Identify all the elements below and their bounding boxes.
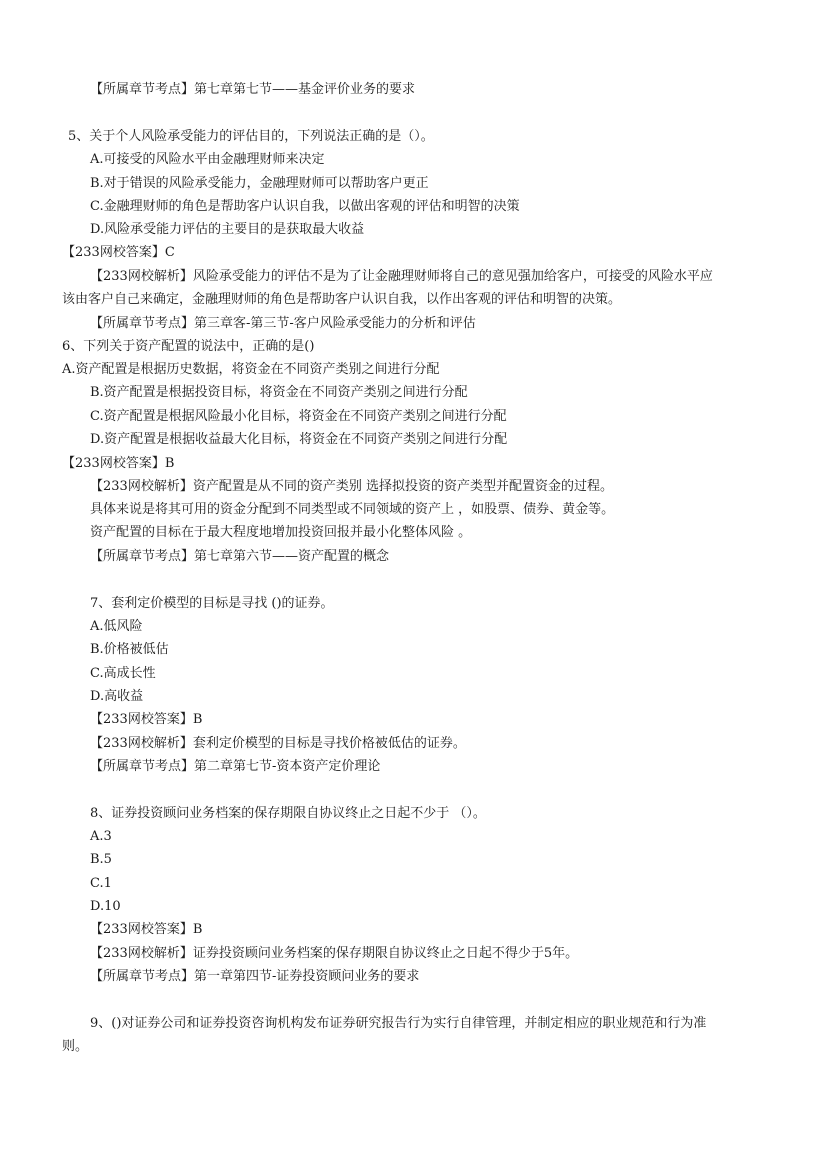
option-line: B.资产配置是根据投资目标，将资金在不同资产类别之间进行分配 xyxy=(90,385,468,400)
chapter-line: 【所属章节考点】第三章客-第三节-客户风险承受能力的分析和评估 xyxy=(90,316,476,331)
question-9-stem: 9、()对证券公司和证券投资咨询机构发布证券研究报告行为实行自律管理，并制定相应的职业规范和行为准 xyxy=(90,1016,707,1031)
analysis-line: 【233网校解析】资产配置是从不同的资产类别 选择拟投资的资产类型并配置资金的过程。 xyxy=(90,479,613,494)
question-5-stem: 5、关于个人风险承受能力的评估目的，下列说法正确的是（）。 xyxy=(68,129,434,144)
analysis-line: 具体来说是将其可用的资金分配到不同类型或不同领域的资产上 ，如股票、债券、黄金等。 xyxy=(90,502,615,517)
option-line: C.1 xyxy=(90,876,112,891)
option-line: A.资产配置是根据历史数据，将资金在不同资产类别之间进行分配 xyxy=(62,362,440,377)
text-line: 【所属章节考点】第七章第七节——基金评价业务的要求 xyxy=(90,82,416,97)
analysis-line: 【233网校解析】风险承受能力的评估不是为了让金融理财师将自己的意见强加给客户，可接受的风险水平应 xyxy=(90,269,713,284)
analysis-line: 资产配置的目标在于最大程度地增加投资回报并最小化整体风险 。 xyxy=(90,525,472,540)
option-line: A.低风险 xyxy=(90,619,143,634)
option-line: C.金融理财师的角色是帮助客户认识自我，以做出客观的评估和明智的决策 xyxy=(90,199,520,214)
option-line: A.可接受的风险水平由金融理财师来决定 xyxy=(90,152,325,167)
chapter-line: 【所属章节考点】第一章第四节-证券投资顾问业务的要求 xyxy=(90,969,420,984)
option-line: D.资产配置是根据收益最大化目标，将资金在不同资产类别之间进行分配 xyxy=(90,432,508,447)
chapter-line: 【所属章节考点】第七章第六节——资产配置的概念 xyxy=(90,549,390,564)
option-line: B.价格被低估 xyxy=(90,642,169,657)
option-line: B.对于错误的风险承受能力，金融理财师可以帮助客户更正 xyxy=(90,176,429,191)
option-line: C.高成长性 xyxy=(90,666,156,681)
chapter-line: 【所属章节考点】第二章第七节-资本资产定价理论 xyxy=(90,759,381,774)
answer-line: 【233网校答案】B xyxy=(62,456,175,471)
answer-line: 【233网校答案】B xyxy=(90,712,203,727)
option-line: C.资产配置是根据风险最小化目标，将资金在不同资产类别之间进行分配 xyxy=(90,409,507,424)
question-9-stem-continued: 则。 xyxy=(62,1039,89,1054)
analysis-line: 该由客户自己来确定，金融理财师的角色是帮助客户认识自我，以作出客观的评估和明智的决策。 xyxy=(62,292,622,307)
option-line: D.风险承受能力评估的主要目的是获取最大收益 xyxy=(90,222,365,237)
question-8-stem: 8、证券投资顾问业务档案的保存期限自协议终止之日起不少于 （）。 xyxy=(90,806,486,821)
analysis-line: 【233网校解析】证券投资顾问业务档案的保存期限自协议终止之日起不得少于5年。 xyxy=(90,946,579,961)
option-line: B.5 xyxy=(90,852,112,867)
option-line: D.10 xyxy=(90,899,121,914)
answer-line: 【233网校答案】B xyxy=(90,922,203,937)
question-7-stem: 7、套利定价模型的目标是寻找 ()的证券。 xyxy=(90,596,334,611)
option-line: A.3 xyxy=(90,829,112,844)
answer-line: 【233网校答案】C xyxy=(62,245,175,260)
option-line: D.高收益 xyxy=(90,689,144,704)
analysis-line: 【233网校解析】套利定价模型的目标是寻找价格被低估的证券。 xyxy=(90,736,466,751)
question-6-stem: 6、下列关于资产配置的说法中，正确的是() xyxy=(62,339,315,354)
